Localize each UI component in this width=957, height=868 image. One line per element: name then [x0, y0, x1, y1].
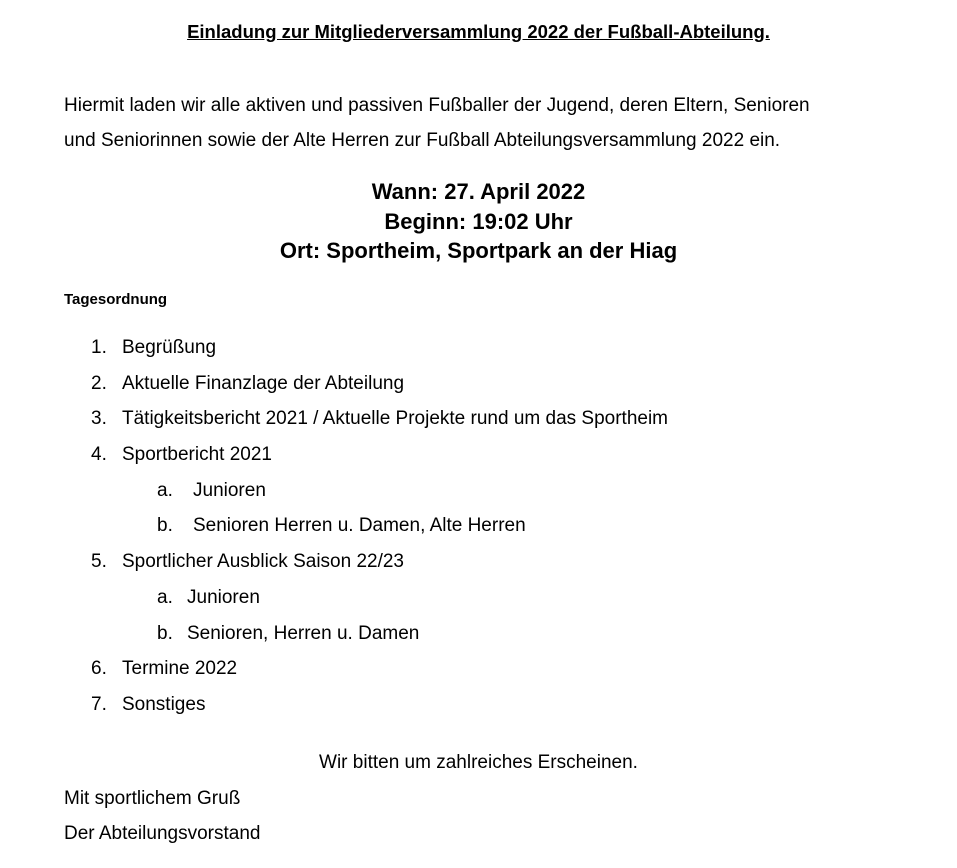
document-title: Einladung zur Mitgliederversammlung 2022 der Fußball-Abteilung.: [187, 21, 770, 42]
agenda-item-number: 7.: [91, 693, 107, 715]
agenda-item-label: Begrüßung: [122, 337, 217, 358]
agenda-item-label: Sportlicher Ausblick Saison 22/23: [122, 551, 404, 573]
agenda-item-label: Sonstiges: [122, 693, 206, 715]
intro-line-1: Hiermit laden wir alle aktiven und passiven Fußballer der Jugend, deren Eltern, Senioren: [64, 95, 810, 116]
agenda-item-label: Termine 2022: [122, 658, 238, 680]
greeting: Mit sportlichem Gruß: [64, 788, 241, 809]
agenda-item-label: Aktuelle Finanzlage der Abteilung: [122, 372, 405, 394]
agenda-heading: Tagesordnung: [64, 291, 168, 308]
agenda-subitem-letter: a.: [157, 586, 173, 608]
agenda-item-label: Sportbericht 2021: [122, 444, 272, 466]
agenda-item-number: 5.: [91, 551, 107, 573]
agenda-item-number: 6.: [91, 658, 107, 680]
agenda-item-number: 1.: [91, 337, 107, 358]
agenda-item-4: [0, 437, 957, 473]
event-location: Ort: Sportheim, Sportpark an der Hiag: [279, 238, 678, 263]
agenda-subitem-label: Senioren, Herren u. Damen: [187, 622, 420, 644]
closing-remark: Wir bitten um zahlreiches Erscheinen.: [319, 752, 638, 773]
agenda-subitem-4a: [0, 473, 957, 509]
agenda-item-7: [0, 687, 957, 723]
agenda-item-1: [0, 330, 957, 366]
agenda-subitem-label: Junioren: [187, 586, 260, 608]
intro-line-2: und Seniorinnen sowie der Alte Herren zur Fußball Abteilungsversammlung 2022 ein.: [64, 130, 781, 151]
agenda-item-label: Tätigkeitsbericht 2021 / Aktuelle Projekte rund um das Sportheim: [122, 408, 669, 430]
event-start-time: Beginn: 19:02 Uhr: [384, 208, 573, 234]
agenda-item-2: [0, 366, 957, 402]
signature: Der Abteilungsvorstand: [64, 823, 261, 844]
agenda-item-number: 4.: [91, 444, 107, 466]
agenda-item-number: 2.: [91, 372, 107, 394]
agenda-item-6: [0, 651, 957, 687]
agenda-subitem-label: Junioren: [193, 479, 266, 501]
event-date: Wann: 27. April 2022: [371, 179, 586, 204]
agenda-subitem-5b: [0, 616, 957, 652]
agenda-subitem-letter: b.: [157, 515, 173, 537]
signoff: [64, 781, 260, 851]
agenda-item-number: 3.: [91, 408, 107, 430]
agenda-subitem-label: Senioren Herren u. Damen, Alte Herren: [193, 515, 526, 537]
agenda-subitem-5a: [0, 580, 957, 616]
agenda-list: [0, 330, 957, 723]
agenda-item-3: [0, 401, 957, 437]
agenda-subitem-letter: b.: [157, 622, 173, 644]
agenda-item-5: [0, 544, 957, 580]
event-info: [0, 177, 957, 266]
intro-paragraph: [64, 88, 914, 158]
agenda-subitem-4b: [0, 508, 957, 544]
agenda-subitem-letter: a.: [157, 479, 173, 501]
